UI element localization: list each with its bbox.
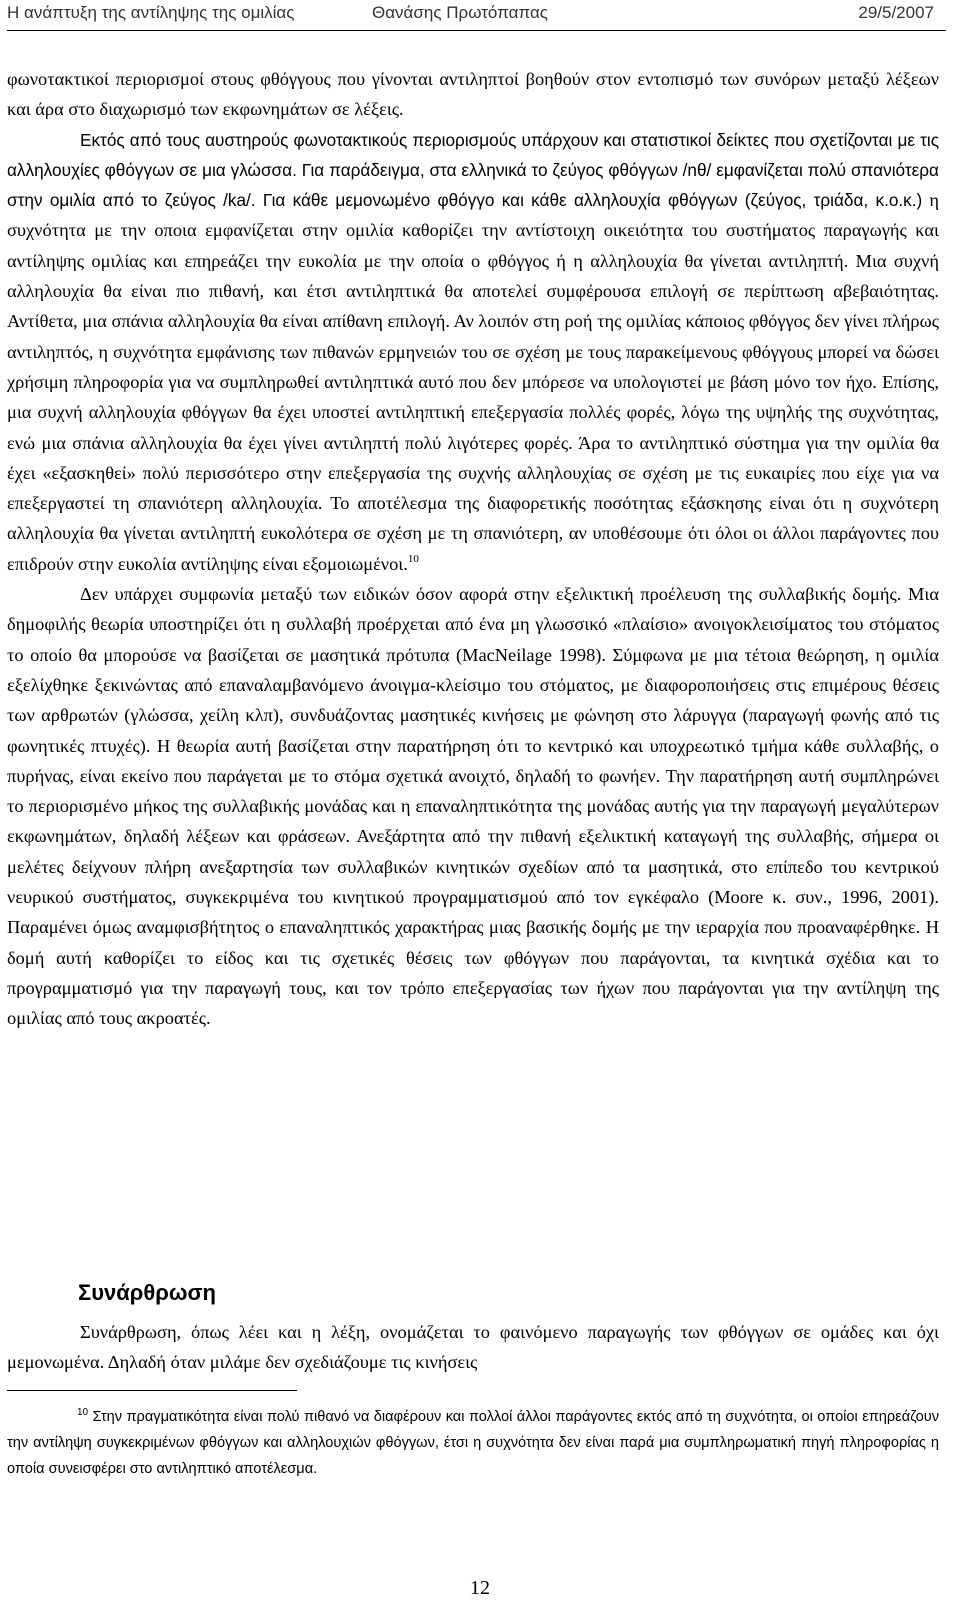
paragraph-1: φωνοτακτικοί περιορισμοί στους φθόγγους που γίνονται αντιληπτοί βοηθούν στον εντοπισμό των συνόρων μεταξύ λέξεων και άρα στο διαχωρισμό των εκφωνημάτων σε λέξεις. [7,69,939,120]
body-text [7,64,939,1034]
footnote [7,1404,939,1482]
section-heading: Συνάρθρωση [78,1280,216,1305]
footnote-text: Στην πραγματικότητα είναι πολύ πιθανό να διαφέρουν και πολλοί άλλοι παράγοντες εκτός από τη συχνότητα, οι οποίοι επηρεάζουν την αντίληψη συγκεκριμένων φθόγγων και αλληλουχιών φθόγγων, έτσι η συχνότητα δεν είναι παρά μια συμπληρωματική πηγή πληροφορίας η οποία συνεισφέρει στο αντιληπτικό αποτέλεσμα. [7,1409,939,1477]
header-date: 29/5/2007 [858,3,934,22]
header-title: Η ανάπτυξη της αντίληψης της ομιλίας [7,3,295,22]
paragraph-2-serif-part: η συχνότητα με την οποια εμφανίζεται στην ομιλία καθορίζει την αντίστοιχη οικειότητα του συστήματος παραγωγής και αντίληψης ομιλίας και επηρεάζει την ευκολία με την οποία ο φθόγγος ή η αλληλουχία θα γίνεται αντιληπτή. Μια συχνή αλληλουχία θα είναι πιο πιθανή, και έτσι αντιληπτικά θα αποτελεί συμφέρουσα επιλογή σε περίπτωση αβεβαιότητας. Αντίθετα, μια σπάνια αλληλουχία θα είναι απίθανη επιλογή. Αν λοιπόν στη ροή της ομιλίας κάποιος φθόγγος δεν γίνει πλήρως αντιληπτός, η συχνότητα εμφάνισης των πιθανών ερμηνειών του σε σχέση με τους παρακείμενους φθόγγους μπορεί να δώσει χρήσιμη πληροφορία για να συμπληρωθεί αντιληπτικά αυτό που δεν μπόρεσε να υπολογιστεί με βάση μόνο τον ήχο. Επίσης, μια συχνή αλληλουχία φθόγγων θα έχει υποστεί αντιληπτική επεξεργασία πολλές φορές, λόγω της υψηλής της συχνότητας, ενώ μια σπάνια αλληλουχία θα έχει γίνει αντιληπτή πολύ λιγότερες φορές. Άρα το αντιληπτικό σύστημα για την ομιλία θα έχει «εξασκηθεί» πολύ περισσότερο στην επεξεργασία της συχνής αλληλουχίας σε σχέση με τις ευκαιρίες που είχε για να επεξεργαστεί τη σπανιότερη αλληλουχία. Το αποτέλεσμα της διαφορετικής ποσότητας εξάσκησης είναι ότι η συχνότερη αλληλουχία θα γίνεται αντιληπτή ευκολότερα σε σχέση με τη σπανιότερη, αν υποθέσουμε ότι όλοι οι άλλοι παράγοντες που επιδρούν στην ευκολία αντίληψης είναι εξομοιωμένοι. [7,190,939,574]
paragraph-3: Δεν υπάρχει συμφωνία μεταξύ των ειδικών όσον αφορά στην εξελικτική προέλευση της συλλαβικής δομής. Μια δημοφιλής θεωρία υποστηρίζει ότι η συλλαβή προέρχεται από ένα μη γλωσσικό «πλαίσιο» ανοιγοκλεισίματος του στόματος το οποίο θα μπορούσε να βασίζεται σε μασητικά πρότυπα (MacNeilage 1998). Σύμφωνα με μια τέτοια θεώρηση, η ομιλία εξελίχθηκε ξεκινώντας από επαναλαμβανόμενο άνοιγμα-κλείσιμο του στόματος, με διαφοροποιήσεις στις επιμέρους θέσεις των αρθρωτών (γλώσσα, χείλη κλπ), συνδυάζοντας μασητικές κινήσεις με φώνηση στο λάρυγγα (παραγωγή φωνής από τις φωνητικές πτυχές). Η θεωρία αυτή βασίζεται στην παρατήρηση ότι το κεντρικό και υποχρεωτικό τμήμα κάθε συλλαβής, ο πυρήνας, είναι εκείνο που παράγεται με το στόμα σχετικά ανοιχτό, δηλαδή το φωνήεν. Την παρατήρηση αυτή συμπληρώνει το περιορισμένο μήκος της συλλαβικής μονάδας και η επαναληπτικότητα της μονάδας αυτής για την παραγωγή μεγαλύτερων εκφωνημάτων, δηλαδή λέξεων και φράσεων. Ανεξάρτητα από την πιθανή εξελικτική καταγωγή της συλλαβής, σήμερα οι μελέτες δείχνουν πλήρη ανεξαρτησία των συλλαβικών κινητικών σχεδίων από τα μασητικά, στο επίπεδο του κεντρικού νευρικού συστήματος, συγκεκριμένα του κινητικού προγραμματισμού από τον εγκέφαλο (Moore κ. συν., 1996, 2001). Παραμένει όμως αναμφισβήτητος ο επαναληπτικός χαρακτήρας μιας βασικής δομής με την ιεραρχία που προαναφέρθηκε. Η δομή αυτή καθορίζει το είδος και τις σχετικές θέσεις των φθόγγων που παράγονται, τα κινητικά σχέδια και το προγραμματισμό για την παραγωγή τους, και τον τρόπο επεξεργασίας των ήχων που παράγονται για την αντίληψη της ομιλίας από τους ακροατές. [7,584,939,1029]
header-author: Θανάσης Πρωτόπαπας [372,3,548,22]
page-number: 12 [470,1577,490,1599]
page-header [7,0,946,31]
paragraph-2 [7,125,939,579]
footnote-reference[interactable]: 10 [407,552,419,565]
footnote-number: 10 [77,1407,89,1418]
section-paragraph: Συνάρθρωση, όπως λέει και η λέξη, ονομάζεται το φαινόμενο παραγωγής των φθόγγων σε ομάδες και όχι μεμονωμένα. Δηλαδή όταν μιλάμε δεν σχεδιάζουμε τις κινήσεις [7,1322,939,1373]
paragraph-2-sans-part: Εκτός από τους αυστηρούς φωνοτακτικούς περιορισμούς υπάρχουν και στατιστικοί δείκτες που σχετίζονται με τις αλληλουχίες φθόγγων σε μια γλώσσα. Για παράδειγμα, στα ελληνικά το ζεύγος φθόγγων /nθ/ εμφανίζεται πολύ σπανιότερα στην ομιλία από το ζεύγος /ka/. Για κάθε μεμονωμένο φθόγγο και κάθε αλληλουχία φθόγγων (ζεύγος, τριάδα, κ.ο.κ.) [7,129,939,211]
footnote-separator [7,1390,297,1391]
